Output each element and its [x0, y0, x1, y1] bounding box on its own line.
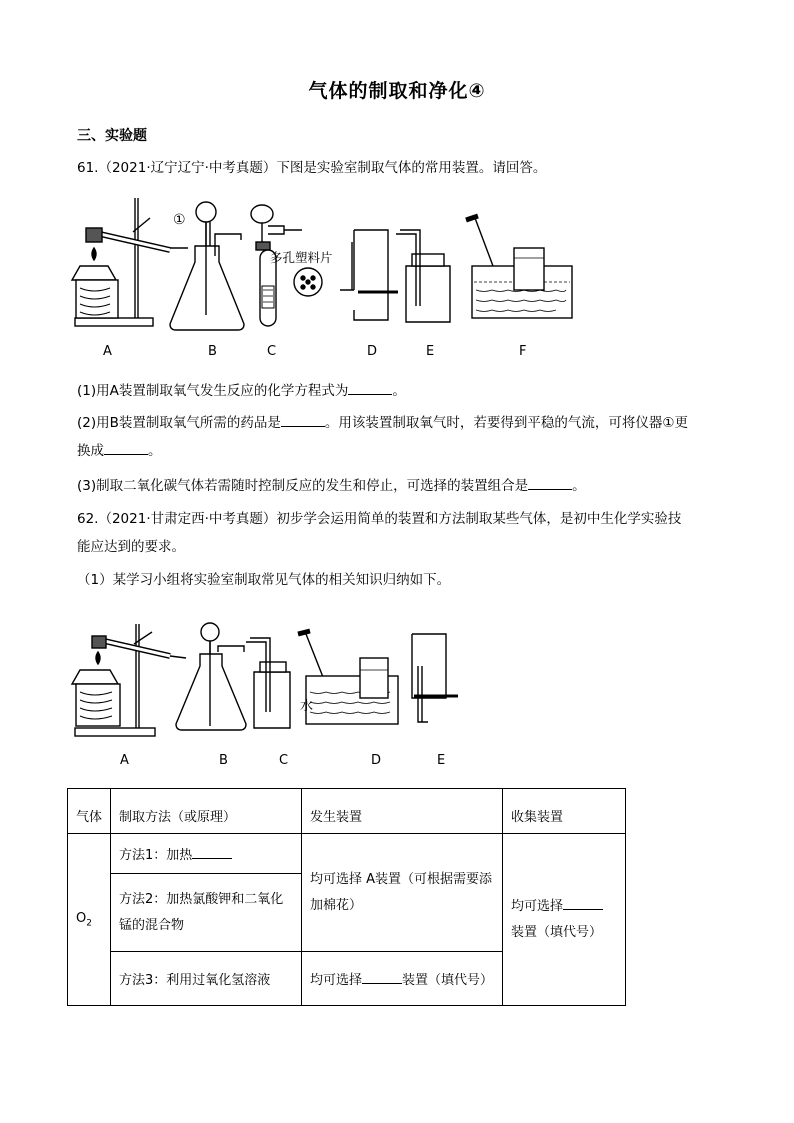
q61-label-f: F — [519, 344, 527, 359]
q62-label-a: A — [120, 753, 129, 768]
header-generator: 发生装置 — [302, 789, 503, 834]
q62-label-d: D — [371, 753, 382, 768]
svg-text:水: 水 — [300, 699, 314, 714]
answer-blank[interactable] — [348, 380, 392, 395]
generator-a: 均可选择 A装置（可根据需要添加棉花） — [302, 834, 503, 952]
q61-label-e: E — [426, 344, 435, 359]
method-1: 方法1：加热 — [111, 834, 302, 874]
answer-blank[interactable] — [104, 440, 148, 455]
q61-sub3: (3)制取二氧化碳气体若需随时控制反应的发生和停止，可选择的装置组合是 。 — [77, 472, 727, 500]
method-3: 方法3：利用过氧化氢溶液 — [111, 952, 302, 1006]
section-heading: 三、实验题 — [77, 128, 147, 144]
answer-blank[interactable] — [281, 412, 325, 427]
answer-blank[interactable] — [192, 844, 232, 859]
method-2: 方法2：加热氯酸钾和二氧化锰的混合物 — [111, 874, 302, 952]
generator-c: 均可选择 装置（填代号） — [302, 952, 503, 1006]
q62-sub1: （1）某学习小组将实验室制取常见气体的相关知识归纳如下。 — [77, 572, 451, 588]
gas-preparation-table — [67, 788, 626, 1006]
apparatus-b — [170, 202, 244, 330]
answer-blank[interactable] — [563, 895, 603, 910]
q61-sub2: (2)用B装置制取氧气所需的药品是 。用该装置制取氧气时，若要得到平稳的气流，可将仪器①更 — [77, 409, 727, 437]
header-collector: 收集装置 — [503, 789, 626, 834]
page-title: 气体的制取和净化④ — [308, 80, 486, 102]
apparatus-b — [176, 623, 246, 730]
q61-label-c: C — [267, 344, 277, 359]
apparatus-a — [72, 198, 188, 326]
collector-cell: 均可选择 装置（填代号） — [503, 834, 626, 1006]
apparatus-d — [298, 631, 398, 724]
q61-label-b: B — [208, 344, 217, 359]
question-62-stem: 62.（2021·甘肃定西·中考真题）初步学会运用简单的装置和方法制取某些气体，是初中生化学实验技 — [77, 511, 682, 527]
gas-o2: $O_2$ — [68, 834, 111, 1006]
header-method: 制取方法（或原理） — [111, 789, 302, 834]
apparatus-e — [396, 230, 450, 322]
q61-sub1: (1)用A装置制取氧气发生反应的化学方程式为 。 — [77, 377, 727, 405]
q61-label-a: A — [103, 344, 112, 359]
apparatus-d — [340, 230, 398, 320]
header-gas: 气体 — [68, 789, 111, 834]
apparatus-e — [412, 634, 458, 722]
question-62-stem-cont: 能应达到的要求。 — [77, 539, 185, 555]
figure-q61-apparatus — [70, 190, 590, 370]
q62-label-e: E — [437, 753, 446, 768]
q61-sub2-cont: 换成 。 — [77, 437, 727, 465]
svg-text:①: ① — [173, 212, 186, 228]
q62-label-c: C — [279, 753, 289, 768]
answer-blank[interactable] — [362, 969, 402, 984]
figure-q62-apparatus — [70, 618, 470, 748]
q61-label-d: D — [367, 344, 378, 359]
question-61-stem: 61.（2021·辽宁辽宁·中考真题）下图是实验室制取气体的常用装置。请回答。 — [77, 160, 547, 176]
answer-blank[interactable] — [528, 475, 572, 490]
apparatus-a — [72, 624, 186, 736]
apparatus-f — [466, 216, 572, 318]
q62-label-b: B — [219, 753, 228, 768]
svg-text:多孔塑料片: 多孔塑料片 — [270, 250, 333, 265]
apparatus-c — [251, 205, 333, 326]
apparatus-c — [246, 638, 290, 728]
